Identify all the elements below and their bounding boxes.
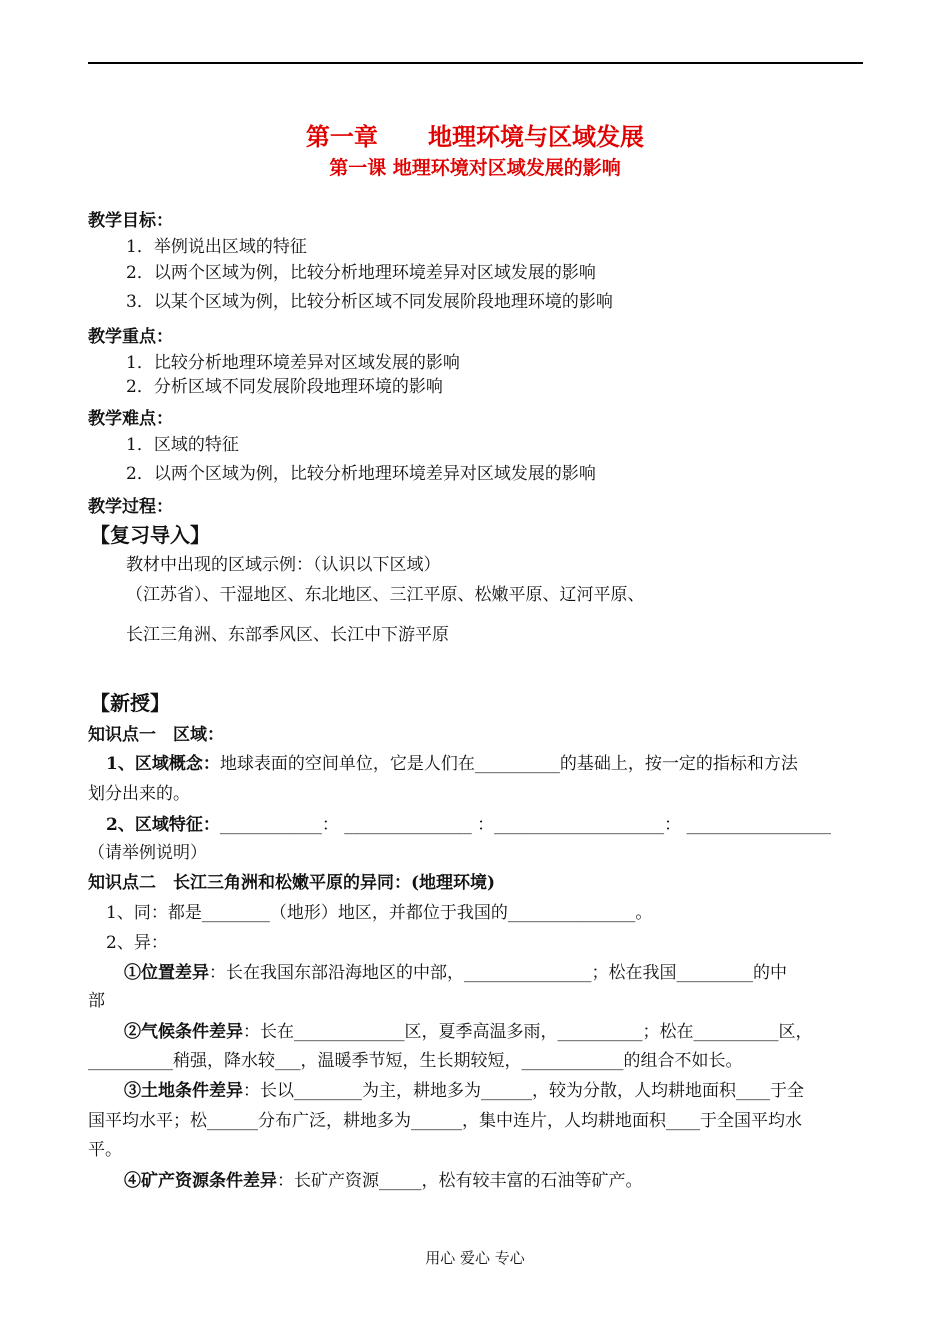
- region-feature-note: （请举例说明）: [88, 843, 207, 863]
- key-points-heading: 教学重点：: [88, 327, 173, 347]
- difficulty-item: 1．区域的特征: [126, 435, 239, 455]
- region-concept-cont: 划分出来的。: [88, 784, 190, 804]
- region-feature-label: 2、区域特征：: [106, 815, 220, 835]
- region-concept-text: 地球表面的空间单位，它是人们在__________的基础上，按一定的指标和方法: [219, 754, 798, 774]
- review-line: （江苏省）、干湿地区、东北地区、三江平原、松嫩平原、辽河平原、: [126, 585, 645, 605]
- region-feature-text: ____________： _______________ ：____________________： _________________: [219, 815, 832, 835]
- location-diff-text: ：长在我国东部沿海地区的中部，_______________；松在我国_________的中: [209, 963, 787, 983]
- key-point-item: 2．分析区域不同发展阶段地理环境的影响: [126, 377, 443, 397]
- land-diff-label: ③土地条件差异: [124, 1081, 243, 1101]
- lesson-title: 第一课 地理环境对区域发展的影响: [329, 157, 621, 179]
- key-point-item: 1．比较分析地理环境差异对区域发展的影响: [126, 353, 460, 373]
- difficulty-item: 2．以两个区域为例，比较分析地理环境差异对区域发展的影响: [126, 464, 596, 484]
- location-diff-cont: 部: [88, 991, 105, 1011]
- climate-diff-cont: __________稍强，降水较___，温暖季节短，生长期较短，____________的组合不如长。: [88, 1051, 743, 1071]
- objectives-heading: 教学目标：: [88, 211, 173, 231]
- land-diff-text: ：长以________为主，耕地多为______，较为分散，人均耕地面积____于全: [243, 1081, 804, 1101]
- similarity-line: 1、同：都是________（地形）地区，并都位于我国的_______________。: [106, 903, 653, 923]
- mineral-diff-label: ④矿产资源条件差异: [124, 1171, 277, 1191]
- land-diff-cont: 平。: [88, 1140, 122, 1160]
- region-concept-line: [106, 753, 798, 775]
- kp1-heading: 知识点一 区域：: [88, 725, 224, 745]
- review-line: 长江三角洲、东部季风区、长江中下游平原: [126, 625, 449, 645]
- location-diff-line: [124, 962, 787, 984]
- review-line: 教材中出现的区域示例：（认识以下区域）: [126, 555, 441, 575]
- difference-heading: 2、异：: [106, 933, 168, 953]
- process-heading: 教学过程：: [88, 497, 173, 517]
- objective-item: 3．以某个区域为例，比较分析区域不同发展阶段地理环境的影响: [126, 292, 613, 312]
- region-feature-line: [106, 814, 831, 836]
- new-lesson-heading: 【新授】: [90, 691, 170, 715]
- climate-diff-line: [124, 1021, 813, 1043]
- kp2-heading: 知识点二 长江三角洲和松嫩平原的异同：(地理环境): [88, 873, 496, 893]
- chapter-title: 第一章 地理环境与区域发展: [305, 122, 645, 151]
- climate-diff-text: ：长在_____________区，夏季高温多雨，__________；松在__________区，: [243, 1022, 813, 1042]
- climate-diff-label: ②气候条件差异: [124, 1022, 243, 1042]
- mineral-diff-text: ：长矿产资源_____，松有较丰富的石油等矿产。: [277, 1171, 643, 1191]
- land-diff-line: [124, 1080, 804, 1102]
- review-heading: 【复习导入】: [90, 523, 210, 547]
- difficulties-heading: 教学难点：: [88, 409, 173, 429]
- objective-item: 2．以两个区域为例，比较分析地理环境差异对区域发展的影响: [126, 263, 596, 283]
- region-concept-label: 1、区域概念：: [106, 754, 220, 774]
- mineral-diff-line: [124, 1170, 643, 1192]
- header-rule: [88, 62, 863, 64]
- page-footer: 用心 爱心 专心: [425, 1249, 525, 1267]
- land-diff-cont: 国平均水平；松______分布广泛，耕地多为______，集中连片，人均耕地面积____于全国平均水: [88, 1111, 802, 1131]
- location-diff-label: ①位置差异: [124, 963, 209, 983]
- objective-item: 1．举例说出区域的特征: [126, 237, 307, 257]
